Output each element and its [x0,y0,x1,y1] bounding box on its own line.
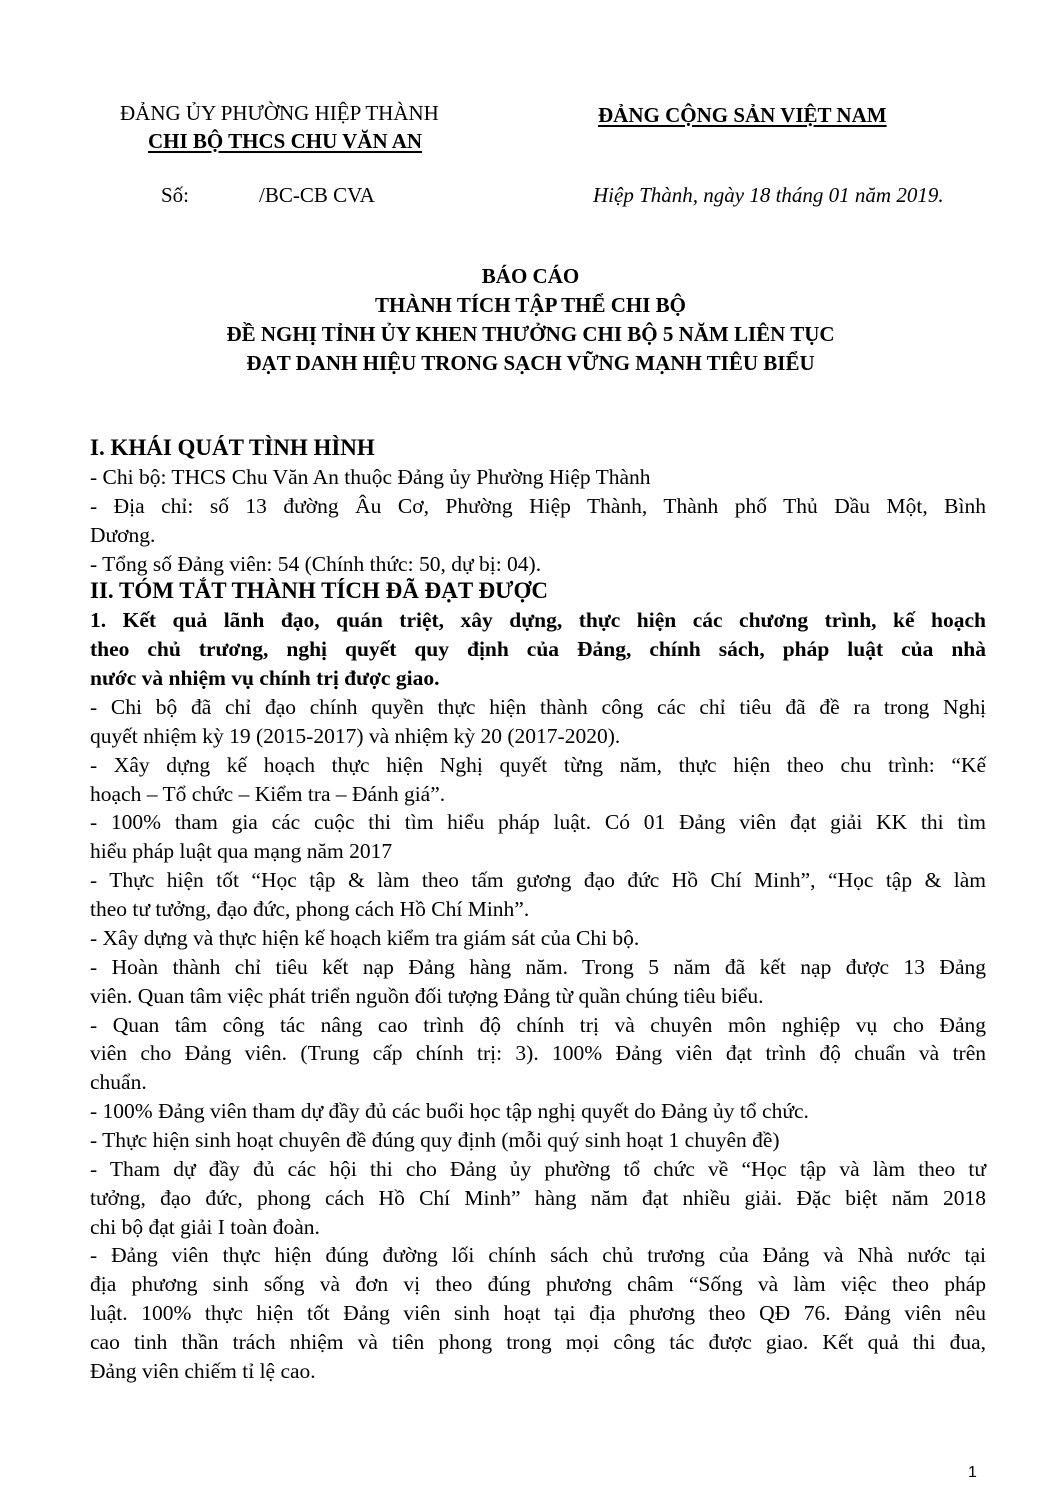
paragraph-line: Dương. [90,523,156,547]
paragraph-line: chuẩn. [90,1070,147,1094]
paragraph-line: - Đảng viên thực hiện đúng đường lối chính sách chủ trương của Đảng và Nhà nước tại [90,1243,986,1267]
paragraph-line: - Quan tâm công tác nâng cao trình độ chính trị và chuyên môn nghiệp vụ cho Đảng [90,1013,986,1037]
paragraph-line: - 100% Đảng viên tham dự đầy đủ các buổi học tập nghị quyết do Đảng ủy tổ chức. [90,1099,809,1123]
paragraph-line: - Chi bộ đã chỉ đạo chính quyền thực hiện thành công các chỉ tiêu đã đề ra trong Nghị [90,695,986,719]
issuer-unit: CHI BỘ THCS CHU VĂN AN [148,129,423,153]
paragraph-line: - Xây dựng kế hoạch thực hiện Nghị quyết từng năm, thực hiện theo chu trình: “Kế [90,753,986,777]
paragraph-line: theo tư tưởng, đạo đức, phong cách Hồ Chí Minh”. [90,897,530,921]
paragraph-line: luật. 100% thực hiện tốt Đảng viên sinh hoạt tại địa phương theo QĐ 76. Đảng viên nêu [90,1301,986,1325]
document-number-code: /BC-CB CVA [259,183,375,207]
subsection-heading: 1. Kết quả lãnh đạo, quán triệt, xây dựng, thực hiện các chương trình, kế hoạch [90,608,986,632]
paragraph-line: quyết nhiệm kỳ 19 (2015-2017) và nhiệm kỳ 20 (2017-2020). [90,724,621,748]
party-name: ĐẢNG CỘNG SẢN VIỆT NAM [598,103,887,127]
document-number-label: Số: [161,183,190,207]
title-line-2: THÀNH TÍCH TẬP THỂ CHI BỘ [374,293,686,317]
paragraph-line: viên. Quan tâm việc phát triển nguồn đối tượng Đảng từ quần chúng tiêu biểu. [90,984,764,1008]
paragraph-line: - Xây dựng và thực hiện kế hoạch kiểm tra giám sát của Chi bộ. [90,926,640,950]
paragraph-line: - Địa chỉ: số 13 đường Âu Cơ, Phường Hiệp Thành, Thành phố Thủ Dầu Một, Bình [90,494,986,518]
paragraph-line: - Tổng số Đảng viên: 54 (Chính thức: 50, dự bị: 04). [90,552,542,576]
paragraph-line: cao tinh thần trách nhiệm và tiên phong trong mọi công tác được giao. Kết quả thi đua, [90,1330,986,1354]
paragraph-line: viên cho Đảng viên. (Trung cấp chính trị: 3). 100% Đảng viên đạt trình độ chuẩn và trên [90,1041,986,1065]
paragraph-line: tưởng, đạo đức, phong cách Hồ Chí Minh” hàng năm đạt nhiều giải. Đặc biệt năm 2018 [90,1186,986,1210]
paragraph-line: - Hoàn thành chỉ tiêu kết nạp Đảng hàng năm. Trong 5 năm đã kết nạp được 13 Đảng [90,955,986,979]
subsection-heading: nước và nhiệm vụ chính trị được giao. [90,666,440,690]
paragraph-line: hiểu pháp luật qua mạng năm 2017 [90,839,393,863]
place-date: Hiệp Thành, ngày 18 tháng 01 năm 2019. [593,183,944,207]
paragraph-line: Đảng viên chiếm tỉ lệ cao. [90,1359,316,1383]
section-1-heading: I. KHÁI QUÁT TÌNH HÌNH [90,435,375,460]
page-number: 1 [968,1464,977,1481]
title-line-4: ĐẠT DANH HIỆU TRONG SẠCH VỮNG MẠNH TIÊU BIỂU [246,351,815,375]
issuer-line: ĐẢNG ỦY PHƯỜNG HIỆP THÀNH [120,101,439,125]
paragraph-line: chi bộ đạt giải I toàn đoàn. [90,1215,320,1239]
section-2-heading: II. TÓM TẮT THÀNH TÍCH ĐÃ ĐẠT ĐƯỢC [90,578,548,603]
title-line-3: ĐỀ NGHỊ TỈNH ỦY KHEN THƯỞNG CHI BỘ 5 NĂM LIÊN TỤC [226,322,835,346]
paragraph-line: địa phương sinh sống và đơn vị theo đúng phương châm “Sống và làm việc theo pháp [90,1272,986,1296]
paragraph-line: - Chi bộ: THCS Chu Văn An thuộc Đảng ủy Phường Hiệp Thành [90,465,651,489]
paragraph-line: hoạch – Tổ chức – Kiểm tra – Đánh giá”. [90,782,446,806]
document-title: BÁO CÁO [481,264,580,288]
paragraph-line: - 100% tham gia các cuộc thi tìm hiểu pháp luật. Có 01 Đảng viên đạt giải KK thi tìm [90,810,986,834]
paragraph-line: - Thực hiện sinh hoạt chuyên đề đúng quy định (mỗi quý sinh hoạt 1 chuyên đề) [90,1128,780,1152]
paragraph-line: - Tham dự đầy đủ các hội thi cho Đảng ủy phường tổ chức về “Học tập và làm theo tư [90,1157,986,1181]
subsection-heading: theo chủ trương, nghị quyết quy định của Đảng, chính sách, pháp luật của nhà [90,637,986,661]
paragraph-line: - Thực hiện tốt “Học tập & làm theo tấm gương đạo đức Hồ Chí Minh”, “Học tập & làm [90,868,986,892]
